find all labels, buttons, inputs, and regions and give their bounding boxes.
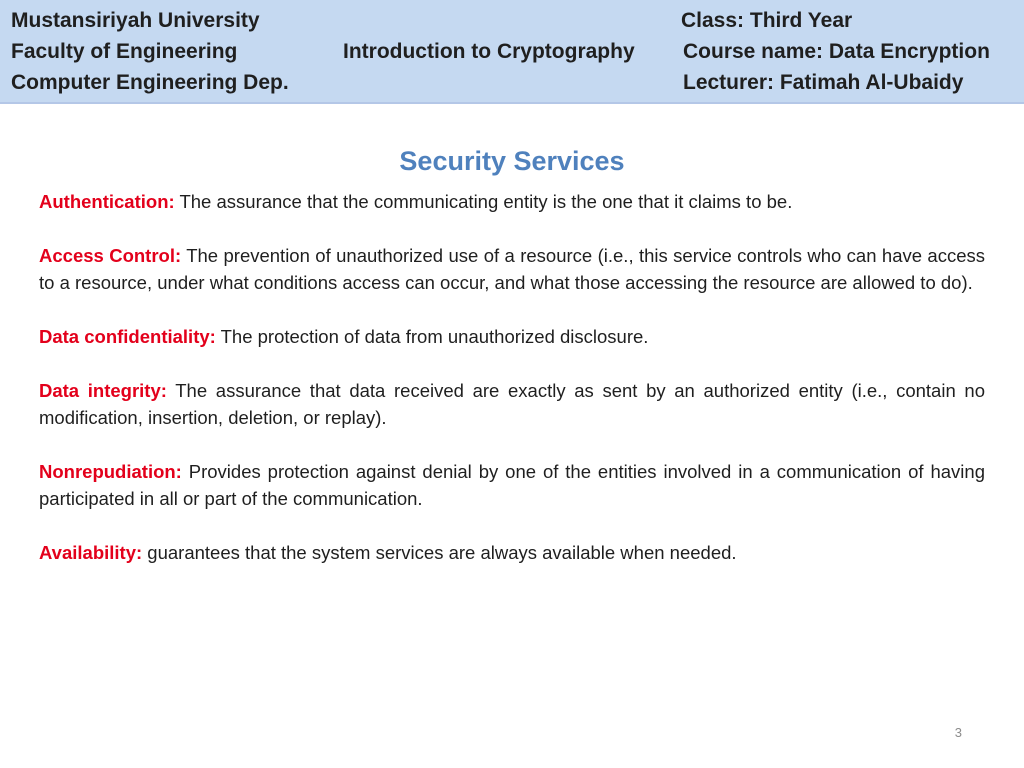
service-data-confidentiality (39, 323, 985, 350)
faculty-name: Faculty of Engineering (11, 40, 238, 63)
service-availability (39, 539, 985, 566)
class-info: Class: Third Year (681, 9, 853, 32)
university-name: Mustansiriyah University (11, 9, 260, 32)
service-term: Access Control: (39, 245, 182, 266)
service-description: Provides protection against denial by one of the entities involved in a communication of having participated in all or part of the communication. (39, 461, 985, 509)
service-term: Authentication: (39, 191, 175, 212)
header-band (0, 0, 1024, 104)
service-data-integrity (39, 377, 985, 431)
service-nonrepudiation (39, 458, 985, 512)
service-description: guarantees that the system services are always available when needed. (147, 542, 737, 563)
services-list (39, 188, 985, 593)
service-access-control (39, 242, 985, 296)
service-term: Data confidentiality: (39, 326, 216, 347)
lecturer-info: Lecturer: Fatimah Al-Ubaidy (683, 71, 964, 94)
service-description: The protection of data from unauthorized disclosure. (220, 326, 649, 347)
service-description: The prevention of unauthorized use of a resource (i.e., this service controls who can have access to a resource, under what conditions access can occur, and what those accessing the resource are allowed to do). (39, 245, 986, 293)
service-term: Nonrepudiation: (39, 461, 182, 482)
service-description: The assurance that data received are exactly as sent by an authorized entity (i.e., contain no modification, insertion, deletion, or replay). (39, 380, 985, 428)
service-authentication (39, 188, 985, 215)
subject-name: Introduction to Cryptography (343, 40, 635, 63)
service-term: Data integrity: (39, 380, 167, 401)
slide-title: Security Services (399, 146, 625, 176)
department-name: Computer Engineering Dep. (11, 71, 289, 94)
page-number: 3 (954, 725, 962, 740)
service-term: Availability: (39, 542, 143, 563)
course-info: Course name: Data Encryption (683, 40, 990, 63)
service-description: The assurance that the communicating entity is the one that it claims to be. (179, 191, 793, 212)
